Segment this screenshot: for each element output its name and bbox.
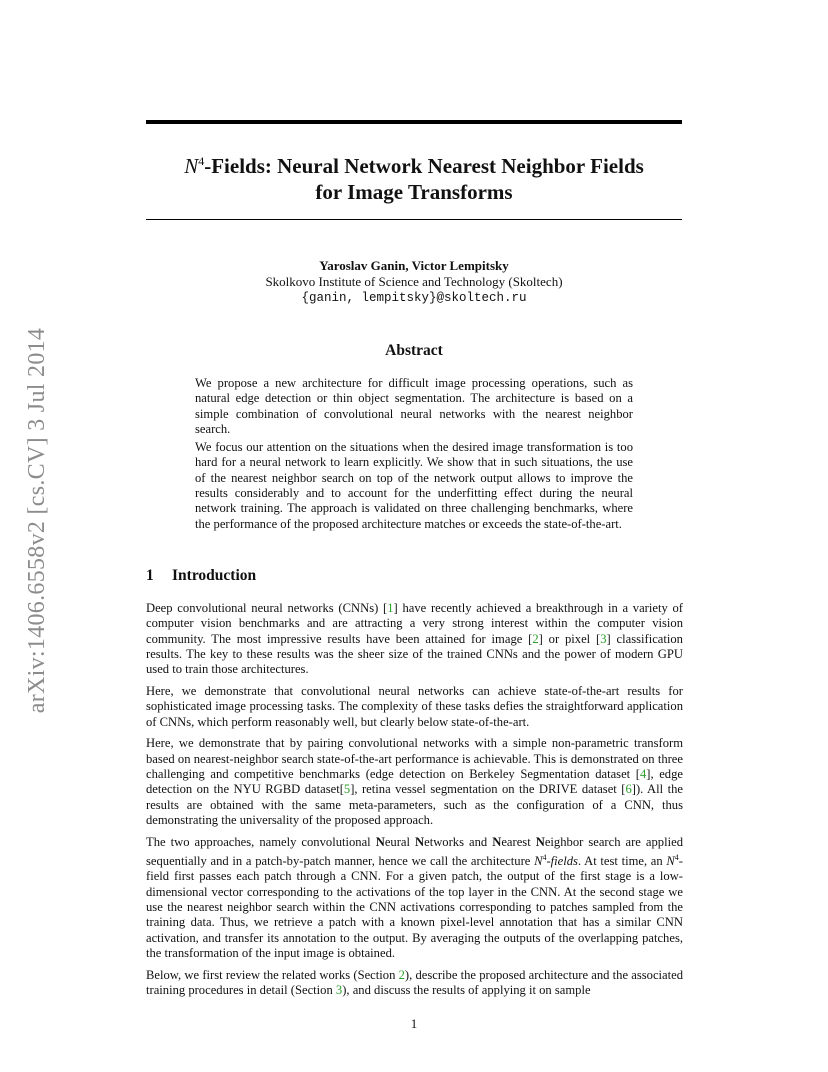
introduction-body xyxy=(146,601,683,1005)
arxiv-sidebar xyxy=(22,300,54,740)
intro-paragraph-1: Deep convolutional neural networks (CNNs) [1] have recently achieved a breakthrough in a variety of computer vision benchmarks and are attracting a very strong interest within the computer vision community. The most impressive results have been attained for image [2] or pixel [3] classification results. The key to these results was the sheer size of the trained CNNs and the power of modern GPU used to train those architectures. xyxy=(146,601,683,677)
title-math-sup: 4 xyxy=(198,154,205,168)
citation-link[interactable]: 6 xyxy=(625,782,632,797)
citation-link[interactable]: 2 xyxy=(532,631,539,646)
intro-paragraph-4: The two approaches, namely convolutional Neural Networks and Nearest Neighbor search are applied sequentially and in a patch-by-patch manner, hence we call the architecture $N^4$-fields. At test time, an $N^4$-field first passes each patch through a CNN. For a given patch, the output of the first stage is a low-dimensional vector corresponding to the activations of the top layer in the CNN. At the second stage we use the nearest neighbor search within the CNN activations corresponding to patches sampled from the training data. Thus, we retrieve a patch with a known pixel-level annotation that has a similar CNN activation, and transfer its annotation to the output. By averaging the outputs of the overlapping patches, the transformation of the input image is obtained. xyxy=(146,834,683,960)
author-email: {ganin, lempitsky}@skoltech.ru xyxy=(301,291,527,305)
section-link[interactable]: 3 xyxy=(335,983,343,998)
title-bottom-rule xyxy=(146,219,682,220)
title-top-rule xyxy=(146,120,682,124)
abstract-body xyxy=(195,376,633,535)
title-math-n: N xyxy=(184,154,199,178)
section-heading xyxy=(146,567,256,585)
section-title: Introduction xyxy=(172,567,257,584)
author-names: Yaroslav Ganin, Victor Lempitsky xyxy=(319,258,509,273)
page-number: 1 xyxy=(410,1016,418,1031)
author-affiliation: Skolkovo Institute of Science and Technology (Skoltech) xyxy=(265,274,563,289)
abstract-paragraph-2: We focus our attention on the situations when the desired image transformation is too hard for a neural network to learn explicitly. We show that in such situations, the use of the nearest neighbor search on top of the network output allows to improve the results considerably and to account for the underfitting effect during the neural network training. The approach is validated on three challenging benchmarks, where the performance of the proposed architecture matches or exceeds the state-of-the-art. xyxy=(195,440,633,531)
intro-paragraph-5: Below, we first review the related works (Section 2), describe the proposed architecture and the associated training procedures in detail (Section 3), and discuss the results of applying it on sample xyxy=(146,967,684,998)
abstract-heading: Abstract xyxy=(385,342,443,359)
citation-link[interactable]: 1 xyxy=(387,601,394,615)
section-link[interactable]: 2 xyxy=(398,967,405,982)
title-line1: -Fields: Neural Network Nearest Neighbor Fields xyxy=(204,154,644,178)
citation-link[interactable]: 5 xyxy=(343,782,351,797)
abstract-paragraph-1: We propose a new architecture for difficult image processing operations, such as natural edge detection or thin object segmentation. The architecture is based on a simple combination of convolutional neural networks with the nearest neighbor search. xyxy=(195,376,633,436)
paper-title xyxy=(146,148,682,205)
arxiv-identifier: arXiv:1406.6558v2 [cs.CV] 3 Jul 2014 xyxy=(24,327,51,713)
citation-link[interactable]: 3 xyxy=(600,631,607,646)
author-block xyxy=(146,258,682,306)
intro-paragraph-3: Here, we demonstrate that by pairing convolutional networks with a simple non-parametric transform based on nearest-neighbor search state-of-the-art performance is achievable. This is demonstrated on three challenging and competitive benchmarks (edge detection on Berkeley Segmentation dataset [4], edge detection on the NYU RGBD dataset[5], retina vessel segmentation on the DRIVE dataset [6]). All the results are obtained with the same meta-parameters, such as the configuration of a CNN, thus demonstrating the universality of the proposed approach. xyxy=(146,736,683,827)
intro-paragraph-2: Here, we demonstrate that convolutional neural networks can achieve state-of-the-art results for sophisticated image processing tasks. The complexity of these tasks defies the straightforward application of CNNs, which perform reasonably well, but clearly below state-of-the-art. xyxy=(146,683,683,729)
title-line2: for Image Transforms xyxy=(315,180,513,204)
section-number: 1 xyxy=(146,567,154,584)
citation-link[interactable]: 4 xyxy=(639,766,647,781)
